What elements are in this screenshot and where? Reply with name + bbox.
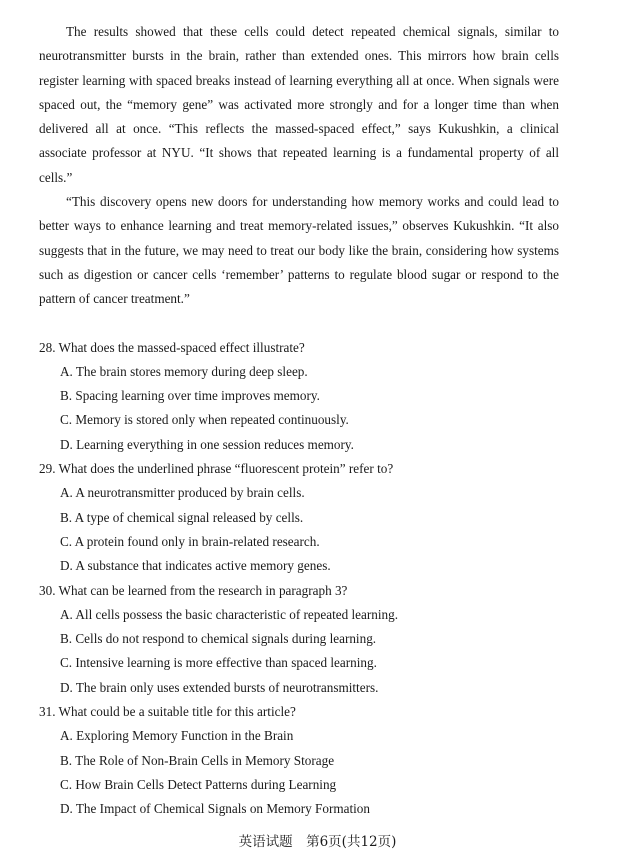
question-31 bbox=[39, 700, 559, 821]
question-stem: 28. What does the massed-spaced effect illustrate? bbox=[39, 339, 305, 355]
question-30 bbox=[39, 579, 559, 700]
answer-option: A. The brain stores memory during deep sleep. bbox=[60, 363, 308, 379]
answer-option: D. The Impact of Chemical Signals on Memory Formation bbox=[60, 801, 370, 817]
answer-option: D. A substance that indicates active memory genes. bbox=[60, 558, 331, 574]
question-stem: 29. What does the underlined phrase “fluorescent protein” refer to? bbox=[39, 461, 394, 477]
answer-option: C. Intensive learning is more effective than spaced learning. bbox=[60, 655, 377, 671]
passage-paragraph: The results showed that these cells could detect repeated chemical signals, similar to neurotransmitter bursts in the brain, rather than extended ones. This mirrors how brain cells register learning with spaced breaks instead of learning everything all at once. When signals were spaced out, the “memory gene” was activated more strongly and for a longer time than when delivered all at once. “This reflects the massed-spaced effect,” says Kukushkin, a clinical associate professor at NYU. “It shows that repeated learning is a fundamental property of all cells.” bbox=[39, 24, 559, 185]
answer-option: A. A neurotransmitter produced by brain cells. bbox=[60, 485, 305, 501]
answer-option: C. A protein found only in brain-related research. bbox=[60, 533, 320, 549]
answer-option: D. The brain only uses extended bursts of neurotransmitters. bbox=[60, 679, 379, 695]
answer-option: A. Exploring Memory Function in the Brain bbox=[60, 728, 294, 744]
answer-option: C. How Brain Cells Detect Patterns during Learning bbox=[60, 776, 337, 792]
page-footer: 英语试题 第6页(共12页) bbox=[238, 834, 397, 850]
exam-page bbox=[39, 20, 559, 822]
answer-option: B. A type of chemical signal released by cells. bbox=[60, 509, 304, 525]
answer-option: C. Memory is stored only when repeated continuously. bbox=[60, 412, 349, 428]
answer-option: B. Cells do not respond to chemical signals during learning. bbox=[60, 631, 377, 647]
passage-paragraph: “This discovery opens new doors for understanding how memory works and could lead to better ways to enhance learning and treat memory-related issues,” observes Kukushkin. “It also suggests that in the future, we may need to treat our body like the brain, considering how systems such as digestion or cancer cells ‘remember’ patterns to regulate blood sugar or respond to the pattern of cancer treatment.” bbox=[39, 194, 559, 307]
question-stem: 31. What could be a suitable title for this article? bbox=[39, 704, 296, 720]
question-stem: 30. What can be learned from the research in paragraph 3? bbox=[39, 582, 348, 598]
question-28 bbox=[39, 336, 559, 457]
answer-option: B. Spacing learning over time improves memory. bbox=[60, 388, 320, 404]
answer-option: B. The Role of Non-Brain Cells in Memory Storage bbox=[60, 752, 335, 768]
section-gap bbox=[39, 312, 559, 336]
question-29 bbox=[39, 457, 559, 578]
answer-option: D. Learning everything in one session reduces memory. bbox=[60, 436, 354, 452]
answer-option: A. All cells possess the basic characteristic of repeated learning. bbox=[60, 606, 398, 622]
